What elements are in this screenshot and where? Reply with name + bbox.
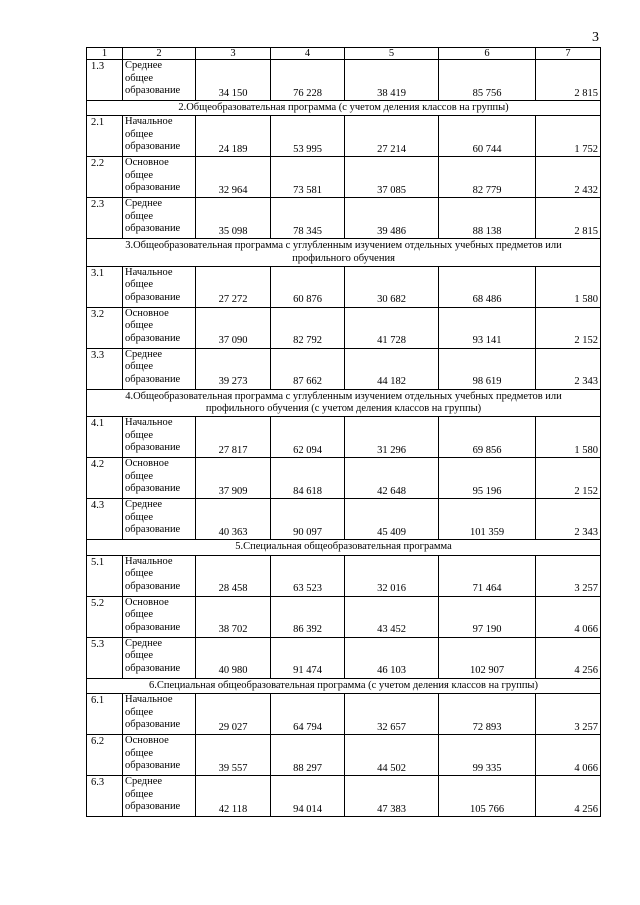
value-col-7: 2 815 [536,198,601,239]
value-col-4: 84 618 [271,458,345,499]
table-row [87,198,601,239]
value-col-6: 68 486 [439,266,536,307]
header-row [87,48,601,60]
value-col-7: 4 066 [536,596,601,637]
value-col-5: 31 296 [345,417,439,458]
section-title-row [87,239,601,267]
table-row [87,307,601,348]
value-col-7: 2 815 [536,60,601,101]
value-col-3: 40 363 [196,499,271,540]
value-col-5: 47 383 [345,776,439,817]
value-col-5: 37 085 [345,157,439,198]
value-col-4: 87 662 [271,348,345,389]
row-number: 3.1 [87,266,123,307]
value-col-5: 42 648 [345,458,439,499]
education-level: Среднее общее образование [123,776,196,817]
value-col-3: 27 817 [196,417,271,458]
table-row [87,694,601,735]
value-col-4: 88 297 [271,735,345,776]
value-col-3: 37 909 [196,458,271,499]
table-row [87,348,601,389]
header-cell-7: 7 [536,48,601,60]
table-row [87,637,601,678]
value-col-3: 24 189 [196,116,271,157]
section-title: 3.Общеобразовательная программа с углубленным изучением отдельных учебных предметов или профильного обучения [87,239,601,267]
value-col-6: 98 619 [439,348,536,389]
section-title-row [87,389,601,417]
value-col-3: 27 272 [196,266,271,307]
row-number: 2.3 [87,198,123,239]
value-col-6: 105 766 [439,776,536,817]
header-cell-6: 6 [439,48,536,60]
row-number: 5.3 [87,637,123,678]
value-col-5: 44 182 [345,348,439,389]
value-col-4: 73 581 [271,157,345,198]
value-col-3: 40 980 [196,637,271,678]
value-col-4: 78 345 [271,198,345,239]
value-col-7: 1 580 [536,417,601,458]
value-col-3: 28 458 [196,555,271,596]
value-col-3: 34 150 [196,60,271,101]
row-number: 6.2 [87,735,123,776]
value-col-6: 82 779 [439,157,536,198]
value-col-4: 90 097 [271,499,345,540]
row-number: 1.3 [87,60,123,101]
table-row [87,458,601,499]
row-number: 2.2 [87,157,123,198]
row-number: 5.2 [87,596,123,637]
value-col-7: 2 152 [536,458,601,499]
section-title-row [87,101,601,116]
education-level: Среднее общее образование [123,637,196,678]
value-col-7: 3 257 [536,555,601,596]
row-number: 4.3 [87,499,123,540]
value-col-5: 41 728 [345,307,439,348]
value-col-7: 3 257 [536,694,601,735]
row-number: 6.3 [87,776,123,817]
row-number: 3.2 [87,307,123,348]
section-title: 6.Специальная общеобразовательная программа (с учетом деления классов на группы) [87,678,601,693]
table-row [87,116,601,157]
value-col-6: 72 893 [439,694,536,735]
value-col-4: 94 014 [271,776,345,817]
value-col-6: 95 196 [439,458,536,499]
value-col-7: 4 256 [536,637,601,678]
table-row [87,499,601,540]
row-number: 3.3 [87,348,123,389]
value-col-7: 2 432 [536,157,601,198]
education-level: Среднее общее образование [123,499,196,540]
education-level: Основное общее образование [123,735,196,776]
education-level: Начальное общее образование [123,116,196,157]
value-col-3: 29 027 [196,694,271,735]
value-col-6: 99 335 [439,735,536,776]
value-col-6: 69 856 [439,417,536,458]
row-number: 5.1 [87,555,123,596]
value-col-6: 97 190 [439,596,536,637]
education-level: Начальное общее образование [123,417,196,458]
value-col-3: 38 702 [196,596,271,637]
education-level: Среднее общее образование [123,348,196,389]
header-cell-4: 4 [271,48,345,60]
value-col-7: 1 580 [536,266,601,307]
section-title: 2.Общеобразовательная программа (с учетом деления классов на группы) [87,101,601,116]
table-row [87,596,601,637]
value-col-4: 63 523 [271,555,345,596]
value-col-5: 39 486 [345,198,439,239]
section-title-row [87,540,601,555]
header-cell-1: 1 [87,48,123,60]
education-level: Начальное общее образование [123,555,196,596]
row-number: 6.1 [87,694,123,735]
value-col-6: 88 138 [439,198,536,239]
section-title: 5.Специальная общеобразовательная программа [87,540,601,555]
value-col-5: 32 657 [345,694,439,735]
table-row [87,417,601,458]
value-col-5: 44 502 [345,735,439,776]
education-level: Основное общее образование [123,307,196,348]
value-col-6: 101 359 [439,499,536,540]
value-col-4: 62 094 [271,417,345,458]
value-col-7: 2 343 [536,348,601,389]
table-row [87,555,601,596]
value-col-3: 39 273 [196,348,271,389]
row-number: 2.1 [87,116,123,157]
education-level: Основное общее образование [123,157,196,198]
value-col-3: 32 964 [196,157,271,198]
education-level: Среднее общее образование [123,198,196,239]
education-level: Среднее общее образование [123,60,196,101]
header-cell-5: 5 [345,48,439,60]
row-number: 4.1 [87,417,123,458]
value-col-4: 60 876 [271,266,345,307]
table-row [87,157,601,198]
table-row [87,60,601,101]
value-col-5: 46 103 [345,637,439,678]
value-col-6: 102 907 [439,637,536,678]
value-col-5: 30 682 [345,266,439,307]
value-col-4: 91 474 [271,637,345,678]
value-col-6: 93 141 [439,307,536,348]
value-col-6: 71 464 [439,555,536,596]
value-col-7: 2 152 [536,307,601,348]
page-number: 3 [592,30,599,45]
table-row [87,735,601,776]
value-col-5: 45 409 [345,499,439,540]
section-title-row [87,678,601,693]
education-level: Основное общее образование [123,458,196,499]
value-col-7: 4 066 [536,735,601,776]
table-row [87,266,601,307]
row-number: 4.2 [87,458,123,499]
value-col-5: 43 452 [345,596,439,637]
value-col-5: 32 016 [345,555,439,596]
value-col-6: 60 744 [439,116,536,157]
value-col-4: 64 794 [271,694,345,735]
value-col-4: 76 228 [271,60,345,101]
value-col-7: 1 752 [536,116,601,157]
value-col-5: 38 419 [345,60,439,101]
value-col-4: 53 995 [271,116,345,157]
value-col-7: 2 343 [536,499,601,540]
value-col-3: 35 098 [196,198,271,239]
education-level: Основное общее образование [123,596,196,637]
value-col-6: 85 756 [439,60,536,101]
value-col-4: 86 392 [271,596,345,637]
table-row [87,776,601,817]
header-cell-3: 3 [196,48,271,60]
value-col-4: 82 792 [271,307,345,348]
tariff-table [86,47,601,817]
section-title: 4.Общеобразовательная программа с углубленным изучением отдельных учебных предметов или профильного обучения (с учетом деления классов на группы) [87,389,601,417]
header-cell-2: 2 [123,48,196,60]
education-level: Начальное общее образование [123,266,196,307]
value-col-5: 27 214 [345,116,439,157]
value-col-7: 4 256 [536,776,601,817]
education-level: Начальное общее образование [123,694,196,735]
value-col-3: 42 118 [196,776,271,817]
value-col-3: 37 090 [196,307,271,348]
value-col-3: 39 557 [196,735,271,776]
